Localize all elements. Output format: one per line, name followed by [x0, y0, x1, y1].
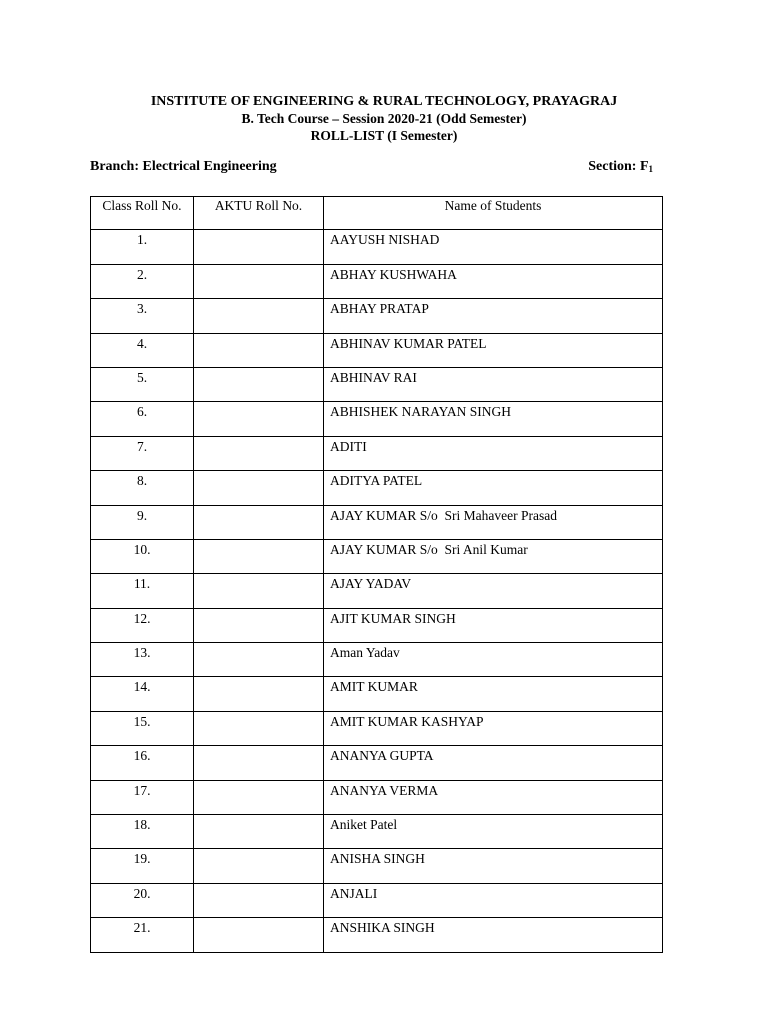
student-name-cell: AMIT KUMAR [324, 677, 663, 711]
class-roll-cell: 17. [91, 780, 194, 814]
student-name-cell: ABHINAV KUMAR PATEL [324, 333, 663, 367]
header-aktu-roll: AKTU Roll No. [194, 197, 324, 230]
aktu-roll-cell [194, 780, 324, 814]
aktu-roll-cell [194, 230, 324, 264]
aktu-roll-cell [194, 436, 324, 470]
student-name-cell: AJAY YADAV [324, 574, 663, 608]
table-row [91, 643, 663, 677]
section-subscript: 1 [648, 164, 653, 174]
class-roll-cell: 12. [91, 608, 194, 642]
table-row [91, 746, 663, 780]
table-row [91, 608, 663, 642]
class-roll-cell: 20. [91, 883, 194, 917]
class-roll-cell: 14. [91, 677, 194, 711]
document-header [0, 93, 768, 144]
student-name-cell: AMIT KUMAR KASHYAP [324, 711, 663, 745]
aktu-roll-cell [194, 574, 324, 608]
class-roll-cell: 16. [91, 746, 194, 780]
student-name-cell: ANISHA SINGH [324, 849, 663, 883]
aktu-roll-cell [194, 883, 324, 917]
table-body [91, 230, 663, 952]
table-row [91, 780, 663, 814]
section-text: Section: F [588, 159, 649, 174]
class-roll-cell: 2. [91, 264, 194, 298]
table-row [91, 677, 663, 711]
aktu-roll-cell [194, 643, 324, 677]
table-row [91, 471, 663, 505]
aktu-roll-cell [194, 264, 324, 298]
course-session: B. Tech Course – Session 2020-21 (Odd Semester) [241, 111, 527, 126]
aktu-roll-cell [194, 711, 324, 745]
student-name-cell: ANANYA VERMA [324, 780, 663, 814]
aktu-roll-cell [194, 815, 324, 849]
table-header-row [91, 197, 663, 230]
aktu-roll-cell [194, 608, 324, 642]
student-name-cell: AJAY KUMAR S/o Sri Anil Kumar [324, 539, 663, 573]
table-row [91, 367, 663, 401]
student-name-cell: ABHAY KUSHWAHA [324, 264, 663, 298]
table-row [91, 918, 663, 952]
aktu-roll-cell [194, 677, 324, 711]
class-roll-cell: 19. [91, 849, 194, 883]
class-roll-cell: 1. [91, 230, 194, 264]
student-name-cell: ABHAY PRATAP [324, 299, 663, 333]
branch-label: Branch: Electrical Engineering [90, 159, 277, 174]
student-name-cell: ABHISHEK NARAYAN SINGH [324, 402, 663, 436]
student-name-cell: Aniket Patel [324, 815, 663, 849]
class-roll-cell: 18. [91, 815, 194, 849]
aktu-roll-cell [194, 333, 324, 367]
class-roll-cell: 3. [91, 299, 194, 333]
student-name-cell: AJIT KUMAR SINGH [324, 608, 663, 642]
roll-list-table [90, 196, 663, 953]
student-name-cell: ANSHIKA SINGH [324, 918, 663, 952]
class-roll-cell: 11. [91, 574, 194, 608]
table-row [91, 402, 663, 436]
student-name-cell: AAYUSH NISHAD [324, 230, 663, 264]
aktu-roll-cell [194, 471, 324, 505]
table-row [91, 230, 663, 264]
section-label [588, 158, 653, 178]
student-name-cell: ADITI [324, 436, 663, 470]
student-name-cell: ABHINAV RAI [324, 367, 663, 401]
aktu-roll-cell [194, 299, 324, 333]
class-roll-cell: 8. [91, 471, 194, 505]
class-roll-cell: 15. [91, 711, 194, 745]
institute-name: INSTITUTE OF ENGINEERING & RURAL TECHNOLOGY, PRAYAGRAJ [150, 94, 618, 109]
class-roll-cell: 13. [91, 643, 194, 677]
table-row [91, 264, 663, 298]
class-roll-cell: 21. [91, 918, 194, 952]
class-roll-cell: 10. [91, 539, 194, 573]
header-student-name: Name of Students [324, 197, 663, 230]
table-row [91, 849, 663, 883]
table-row [91, 505, 663, 539]
student-name-cell: ADITYA PATEL [324, 471, 663, 505]
table-row [91, 574, 663, 608]
student-name-cell: ANJALI [324, 883, 663, 917]
table-row [91, 883, 663, 917]
class-roll-cell: 9. [91, 505, 194, 539]
table-row [91, 299, 663, 333]
student-name-cell: ANANYA GUPTA [324, 746, 663, 780]
student-name-cell: Aman Yadav [324, 643, 663, 677]
table-row [91, 333, 663, 367]
class-roll-cell: 7. [91, 436, 194, 470]
roll-list-title: ROLL-LIST (I Semester) [310, 128, 458, 143]
table-row [91, 436, 663, 470]
header-class-roll: Class Roll No. [91, 197, 194, 230]
table-row [91, 815, 663, 849]
aktu-roll-cell [194, 367, 324, 401]
class-roll-cell: 5. [91, 367, 194, 401]
class-roll-cell: 6. [91, 402, 194, 436]
class-roll-cell: 4. [91, 333, 194, 367]
table-row [91, 539, 663, 573]
table-row [91, 711, 663, 745]
aktu-roll-cell [194, 539, 324, 573]
aktu-roll-cell [194, 746, 324, 780]
aktu-roll-cell [194, 402, 324, 436]
student-name-cell: AJAY KUMAR S/o Sri Mahaveer Prasad [324, 505, 663, 539]
aktu-roll-cell [194, 505, 324, 539]
aktu-roll-cell [194, 849, 324, 883]
aktu-roll-cell [194, 918, 324, 952]
